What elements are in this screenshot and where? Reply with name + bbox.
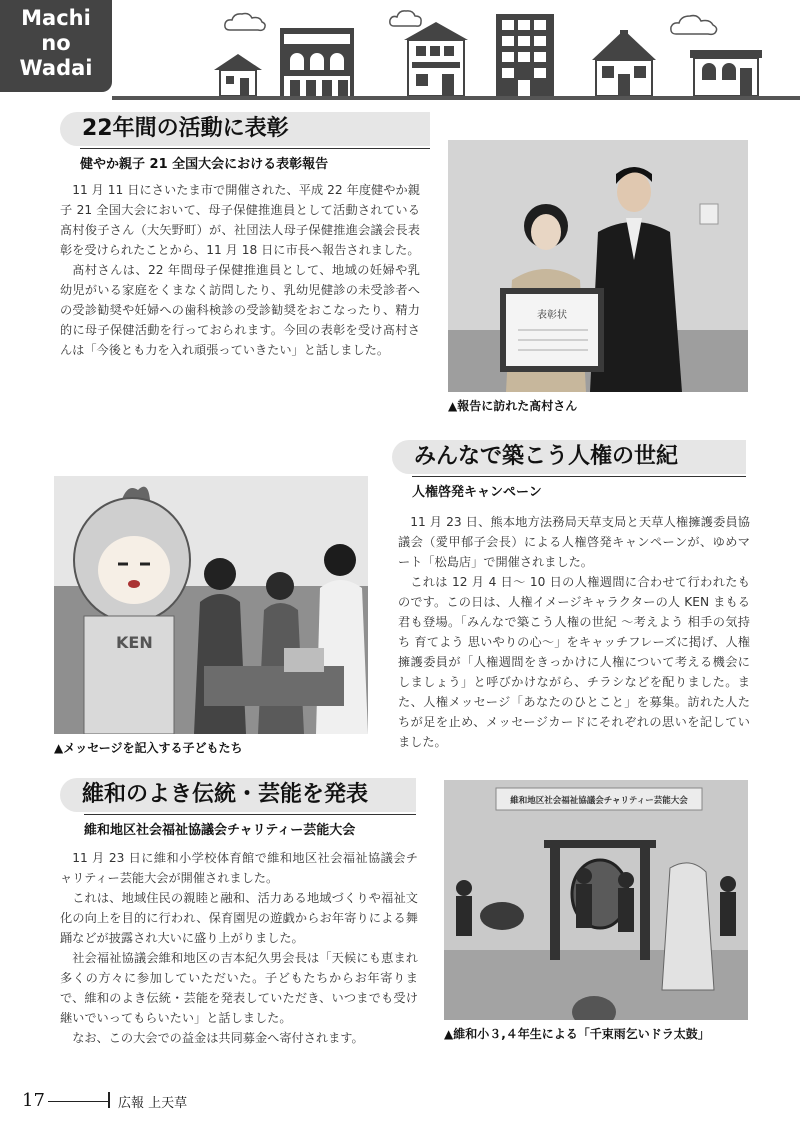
article-3-title: 維和のよき伝統・芸能を発表 [60, 778, 416, 812]
article-1-photo [448, 140, 748, 392]
article-1-paragraph: 髙村さんは、22 年間母子保健推進員として、地域の妊婦や乳幼児がいる家庭をくまなく訪問したり、乳幼児健診の未受診者への受診勧奨や妊婦への歯科検診の受診勧奨をおこなったり、精力的に母子保健活動を行っておられます。今回の表彰を受け髙村さんは「今後とも力を入れ頑張っていきたい」と話しました。 [60, 263, 420, 357]
header-ground-line [112, 96, 800, 100]
article-1-paragraph: 11 月 11 日にさいたま市で開催された、平成 22 年度健やか親子 21 全国大会において、母子保健推進員として活動されている髙村俊子さん（大矢野町）が、社団法人母子保健推進会議会長表彰を受けられたことから、11 月 18 日に市長へ報告されました。 [60, 183, 420, 257]
award-photo-illustration [448, 140, 748, 392]
article-3-paragraph: 11 月 23 日に維和小学校体育館で維和地区社会福祉協議会チャリティー芸能大会が開催されました。 [60, 851, 418, 885]
taiko-photo-illustration [444, 780, 748, 1020]
article-2-paragraph: 11 月 23 日、熊本地方法務局天草支局と天草人権擁護委員協議会（愛甲郁子会長）による人権啓発キャンペーンが、ゆめマート「松島店」で開催されました。 [398, 515, 750, 569]
article-1-subtitle: 健やか親子 21 全国大会における表彰報告 [80, 148, 430, 172]
page-number: 17 [22, 1090, 45, 1111]
page-header [0, 0, 800, 100]
article-3-body [60, 848, 418, 1048]
logo-line-2: no [41, 31, 71, 55]
footer-rule [48, 1101, 108, 1102]
publication-name: 広報 上天草 [118, 1096, 188, 1111]
article-2-title: みんなで築こう人権の世紀 [392, 440, 746, 474]
article-2-subtitle: 人権啓発キャンペーン [412, 476, 746, 500]
article-1-title: 22年間の活動に表彰 [60, 112, 430, 146]
logo-line-1: Machi [21, 6, 91, 30]
article-3-paragraph: なお、この大会での益金は共同募金へ寄付されます。 [72, 1031, 364, 1045]
article-2-paragraph: これは 12 月 4 日～ 10 日の人権週間に合わせて行われたものです。この日は、人権イメージキャラクターの人 KEN まもる君も登場。「みんなで築こう人権の世紀 ～考えよう 相手の気持ち 育てよう 思いやりの心～」をキャッチフレーズに掲げ、人権擁護委員が「人権週間をきっかけに人権について考える機会にしましょう」と呼びかけながら、チラシなどを配りました。また、人権メッセージ「あなたのひとこと」を募集。訪れた人たちが足を止め、メッセージカードにそれぞれの思いを記していました。 [398, 575, 750, 749]
article-2-caption: ▲メッセージを記入する子どもたち [54, 741, 243, 755]
mascot-text: KEN [116, 633, 153, 652]
article-2-body [398, 512, 750, 752]
campaign-photo-illustration [54, 476, 368, 734]
article-3-caption: ▲維和小３,４年生による「千束雨乞いドラ太鼓」 [444, 1027, 710, 1041]
logo-line-3: Wadai [19, 56, 93, 80]
machi-no-wadai-logo [0, 0, 112, 92]
article-3-subtitle: 維和地区社会福祉協議会チャリティー芸能大会 [84, 814, 416, 838]
article-1-body [60, 180, 420, 360]
article-3-photo [444, 780, 748, 1020]
article-3-paragraph: これは、地域住民の親睦と融和、活力ある地域づくりや福祉文化の向上を目的に行われ、保育園児の遊戯からお年寄りによる舞踊などが披露され大いに盛り上がりました。 [60, 891, 418, 945]
article-1-caption: ▲報告に訪れた髙村さん [448, 399, 578, 413]
footer-divider [108, 1092, 110, 1108]
article-2-photo [54, 476, 368, 734]
article-3-paragraph: 社会福祉協議会維和地区の吉本紀久男会長は「天候にも恵まれ多くの方々に参加していただいた。子どもたちからお年寄りまで、維和のよき伝統・芸能を発表していただき、いつまでも受け継いでいってもらいたい」と話しました。 [60, 951, 418, 1025]
town-skyline-illustration [200, 0, 800, 98]
stage-banner-text: 維和地区社会福祉協議会チャリティー芸能大会 [510, 796, 688, 806]
certificate-text: 表彰状 [537, 310, 567, 321]
